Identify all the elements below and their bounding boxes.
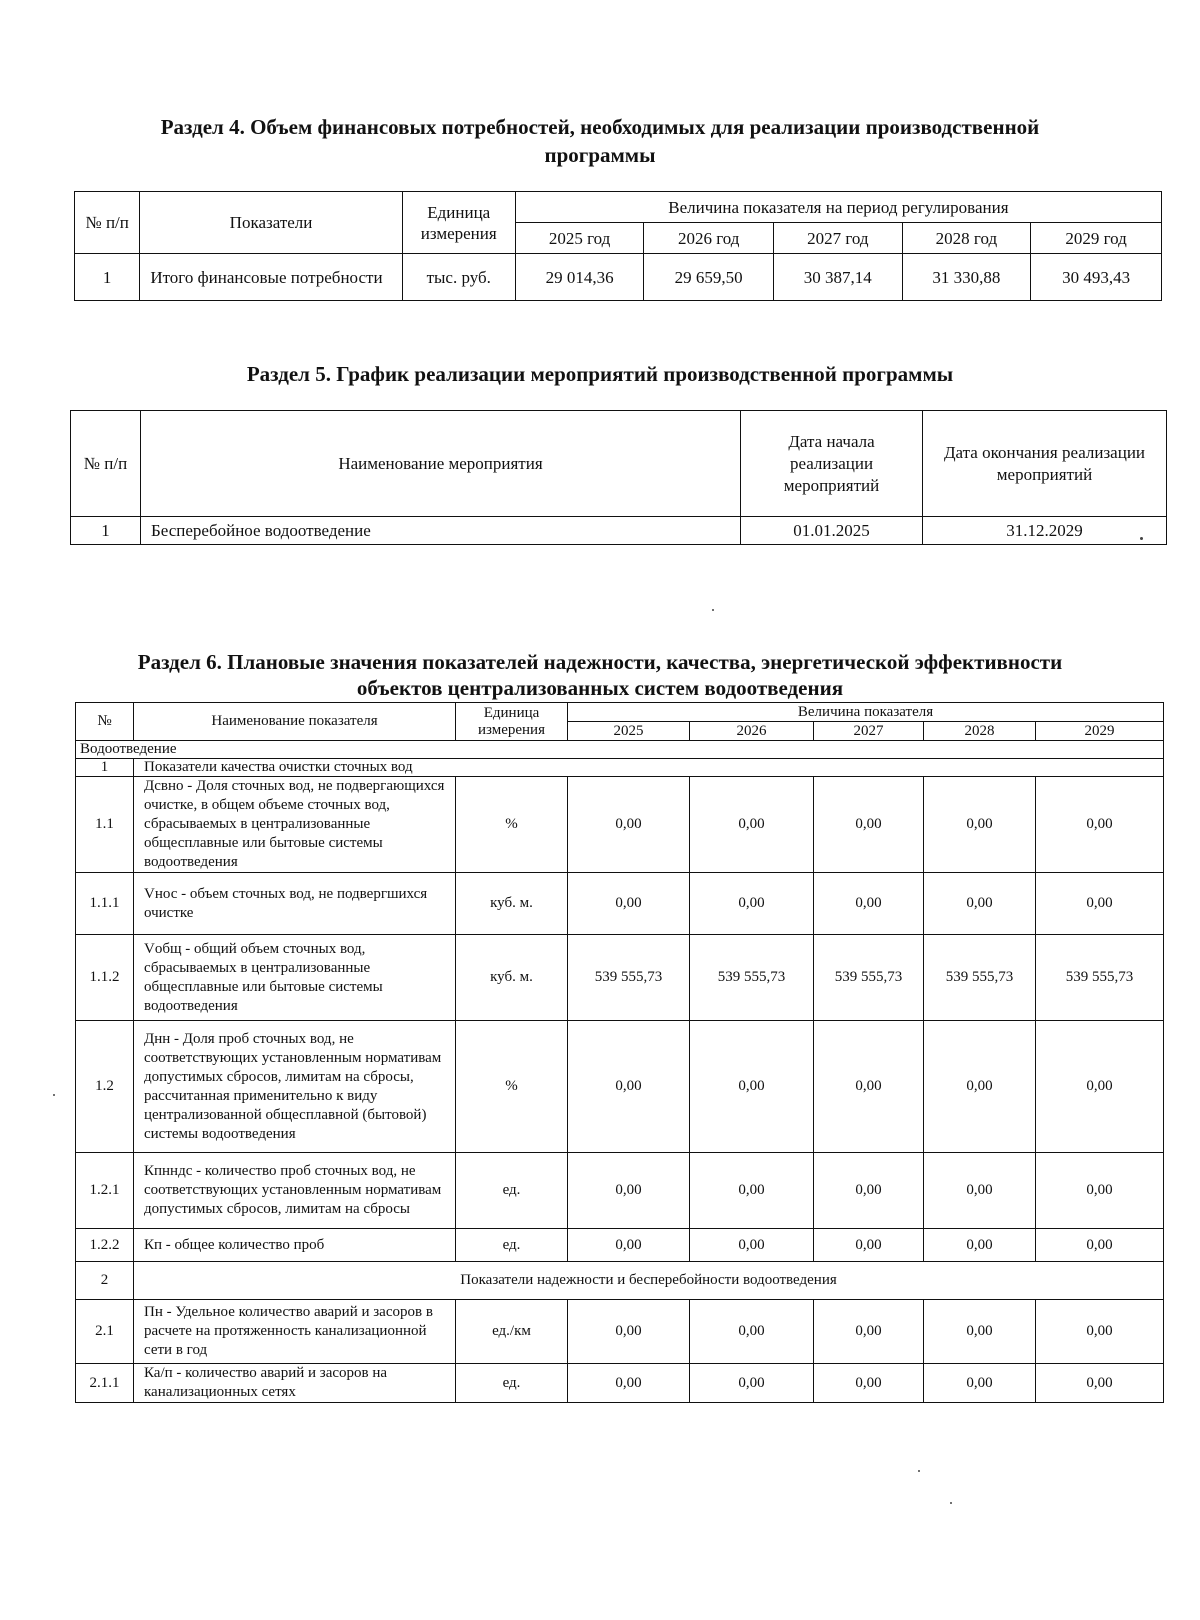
row-name: Кп - общее количество проб <box>134 1229 456 1262</box>
row-unit: % <box>456 1021 568 1153</box>
section6-title-line1: Раздел 6. Плановые значения показателей надежности, качества, энергетической эффективности <box>137 650 1063 674</box>
table-row <box>76 873 1164 935</box>
row-name: Бесперебойное водоотведение <box>141 517 741 545</box>
category-num: 1 <box>76 759 134 777</box>
row-value: 539 555,73 <box>568 935 690 1021</box>
group-label: Водоотведение <box>76 741 1164 759</box>
table-row <box>76 1300 1164 1364</box>
row-value: 0,00 <box>814 1153 924 1229</box>
row-value: 0,00 <box>924 1021 1036 1153</box>
row-value: 0,00 <box>690 777 814 873</box>
row-unit: тыс. руб. <box>402 254 515 301</box>
row-value: 0,00 <box>568 777 690 873</box>
row-value: 0,00 <box>690 1300 814 1364</box>
category-row <box>76 1262 1164 1300</box>
header-year: 2025 год <box>515 223 644 254</box>
scan-speck <box>1140 537 1143 540</box>
row-name: Пн - Удельное количество аварий и засоров в расчете на протяженность канализационной сети в год <box>134 1300 456 1364</box>
row-value: 0,00 <box>814 777 924 873</box>
row-num: 1.1.2 <box>76 935 134 1021</box>
row-num: 1.2.2 <box>76 1229 134 1262</box>
header-year: 2028 <box>924 722 1036 741</box>
row-value: 29 659,50 <box>644 254 774 301</box>
header-unit: Единица измерения <box>456 703 568 741</box>
header-end-date: Дата окончания реализации мероприятий <box>923 411 1167 517</box>
row-value: 0,00 <box>568 1364 690 1403</box>
row-value: 0,00 <box>814 1364 924 1403</box>
header-year: 2027 год <box>774 223 903 254</box>
row-name: Vобщ - общий объем сточных вод, сбрасываемых в централизованные общесплавные или бытовые системы водоотведения <box>134 935 456 1021</box>
table-row <box>76 1229 1164 1262</box>
financial-needs-table <box>74 191 1162 301</box>
row-value: 0,00 <box>690 1021 814 1153</box>
header-indicator: Показатели <box>140 192 402 254</box>
row-value: 31 330,88 <box>902 254 1031 301</box>
row-unit: % <box>456 777 568 873</box>
row-value: 30 493,43 <box>1031 254 1162 301</box>
header-num: № п/п <box>71 411 141 517</box>
row-num: 1 <box>71 517 141 545</box>
header-value: Величина показателя <box>568 703 1164 722</box>
row-num: 2.1 <box>76 1300 134 1364</box>
scan-speck <box>712 609 714 611</box>
header-unit: Единица измерения <box>402 192 515 254</box>
section4-title-line2: программы <box>544 143 656 167</box>
row-value: 0,00 <box>924 1229 1036 1262</box>
row-value: 0,00 <box>924 1153 1036 1229</box>
row-unit: куб. м. <box>456 873 568 935</box>
header-year: 2026 год <box>644 223 774 254</box>
header-num: № <box>76 703 134 741</box>
row-value: 0,00 <box>924 1364 1036 1403</box>
row-num: 1.2.1 <box>76 1153 134 1229</box>
row-value: 0,00 <box>814 873 924 935</box>
category-num: 2 <box>76 1262 134 1300</box>
row-value: 29 014,36 <box>515 254 644 301</box>
header-name: Наименование мероприятия <box>141 411 741 517</box>
section6-title <box>0 648 1200 700</box>
row-num: 2.1.1 <box>76 1364 134 1403</box>
category-name: Показатели качества очистки сточных вод <box>134 759 1164 777</box>
category-name: Показатели надежности и бесперебойности водоотведения <box>134 1262 1164 1300</box>
category1-rows <box>76 777 1164 1262</box>
header-num: № п/п <box>75 192 140 254</box>
row-value: 0,00 <box>814 1229 924 1262</box>
section5-title: Раздел 5. График реализации мероприятий производственной программы <box>246 362 954 386</box>
category2-rows <box>76 1300 1164 1403</box>
section4-title <box>0 113 1200 169</box>
row-value: 539 555,73 <box>924 935 1036 1021</box>
row-value: 539 555,73 <box>690 935 814 1021</box>
row-value: 0,00 <box>814 1300 924 1364</box>
row-value: 0,00 <box>1036 1300 1164 1364</box>
row-num: 1.2 <box>76 1021 134 1153</box>
table-row <box>76 935 1164 1021</box>
row-indicator: Итого финансовые потребности <box>140 254 402 301</box>
section6-title-line2: объектов централизованных систем водоотведения <box>356 676 844 700</box>
row-value: 0,00 <box>568 1153 690 1229</box>
header-period: Величина показателя на период регулирования <box>515 192 1161 223</box>
row-value: 0,00 <box>814 1021 924 1153</box>
row-name: Днн - Доля проб сточных вод, не соответствующих установленным нормативам допустимых сбросов, лимитам на сбросы, рассчитанная применительно к виду централизованной общесплавной (бытовой) системы водоотведения <box>134 1021 456 1153</box>
table-row <box>76 777 1164 873</box>
header-year: 2029 год <box>1031 223 1162 254</box>
schedule-table <box>70 410 1167 545</box>
row-value: 0,00 <box>690 873 814 935</box>
row-num: 1.1.1 <box>76 873 134 935</box>
row-value: 0,00 <box>924 1300 1036 1364</box>
row-value: 0,00 <box>568 873 690 935</box>
row-value: 0,00 <box>1036 1021 1164 1153</box>
row-unit: ед./км <box>456 1300 568 1364</box>
header-year: 2029 <box>1036 722 1164 741</box>
row-value: 0,00 <box>924 777 1036 873</box>
row-name: Кпнндс - количество проб сточных вод, не соответствующих установленным нормативам допустимых сбросов, лимитам на сбросы <box>134 1153 456 1229</box>
row-num: 1.1 <box>76 777 134 873</box>
row-unit: ед. <box>456 1229 568 1262</box>
category-row <box>76 759 1164 777</box>
row-name: Ка/п - количество аварий и засоров на канализационных сетях <box>134 1364 456 1403</box>
scan-speck <box>53 1094 55 1096</box>
row-value: 0,00 <box>924 873 1036 935</box>
header-year: 2027 <box>814 722 924 741</box>
row-unit: куб. м. <box>456 935 568 1021</box>
row-value: 0,00 <box>1036 777 1164 873</box>
table-row <box>76 1153 1164 1229</box>
row-value: 539 555,73 <box>1036 935 1164 1021</box>
row-start-date: 01.01.2025 <box>741 517 923 545</box>
table-row <box>76 1021 1164 1153</box>
row-value: 0,00 <box>690 1153 814 1229</box>
header-year: 2028 год <box>902 223 1031 254</box>
row-num: 1 <box>75 254 140 301</box>
row-value: 0,00 <box>690 1364 814 1403</box>
row-value: 30 387,14 <box>774 254 903 301</box>
row-name: Vнос - объем сточных вод, не подвергшихся очистке <box>134 873 456 935</box>
header-year: 2025 <box>568 722 690 741</box>
scan-speck <box>950 1502 952 1504</box>
row-value: 0,00 <box>1036 1229 1164 1262</box>
row-value: 0,00 <box>568 1021 690 1153</box>
header-year: 2026 <box>690 722 814 741</box>
table-row <box>75 254 1162 301</box>
row-unit: ед. <box>456 1153 568 1229</box>
row-value: 0,00 <box>690 1229 814 1262</box>
row-value: 0,00 <box>1036 1153 1164 1229</box>
row-value: 0,00 <box>568 1300 690 1364</box>
header-start-date: Дата начала реализации мероприятий <box>741 411 923 517</box>
row-end-date: 31.12.2029 <box>923 517 1167 545</box>
scan-speck <box>918 1470 920 1472</box>
table-row <box>71 517 1167 545</box>
row-value: 0,00 <box>1036 1364 1164 1403</box>
row-unit: ед. <box>456 1364 568 1403</box>
row-value: 0,00 <box>568 1229 690 1262</box>
table-row <box>76 1364 1164 1403</box>
row-value: 0,00 <box>1036 873 1164 935</box>
reliability-indicators-table <box>75 702 1164 1403</box>
section4-title-line1: Раздел 4. Объем финансовых потребностей, необходимых для реализации производственной <box>160 115 1040 139</box>
row-value: 539 555,73 <box>814 935 924 1021</box>
row-name: Дсвно - Доля сточных вод, не подвергающихся очистке, в общем объеме сточных вод, сбрасываемых в централизованные общесплавные или бытовые системы водоотведения <box>134 777 456 873</box>
header-name: Наименование показателя <box>134 703 456 741</box>
